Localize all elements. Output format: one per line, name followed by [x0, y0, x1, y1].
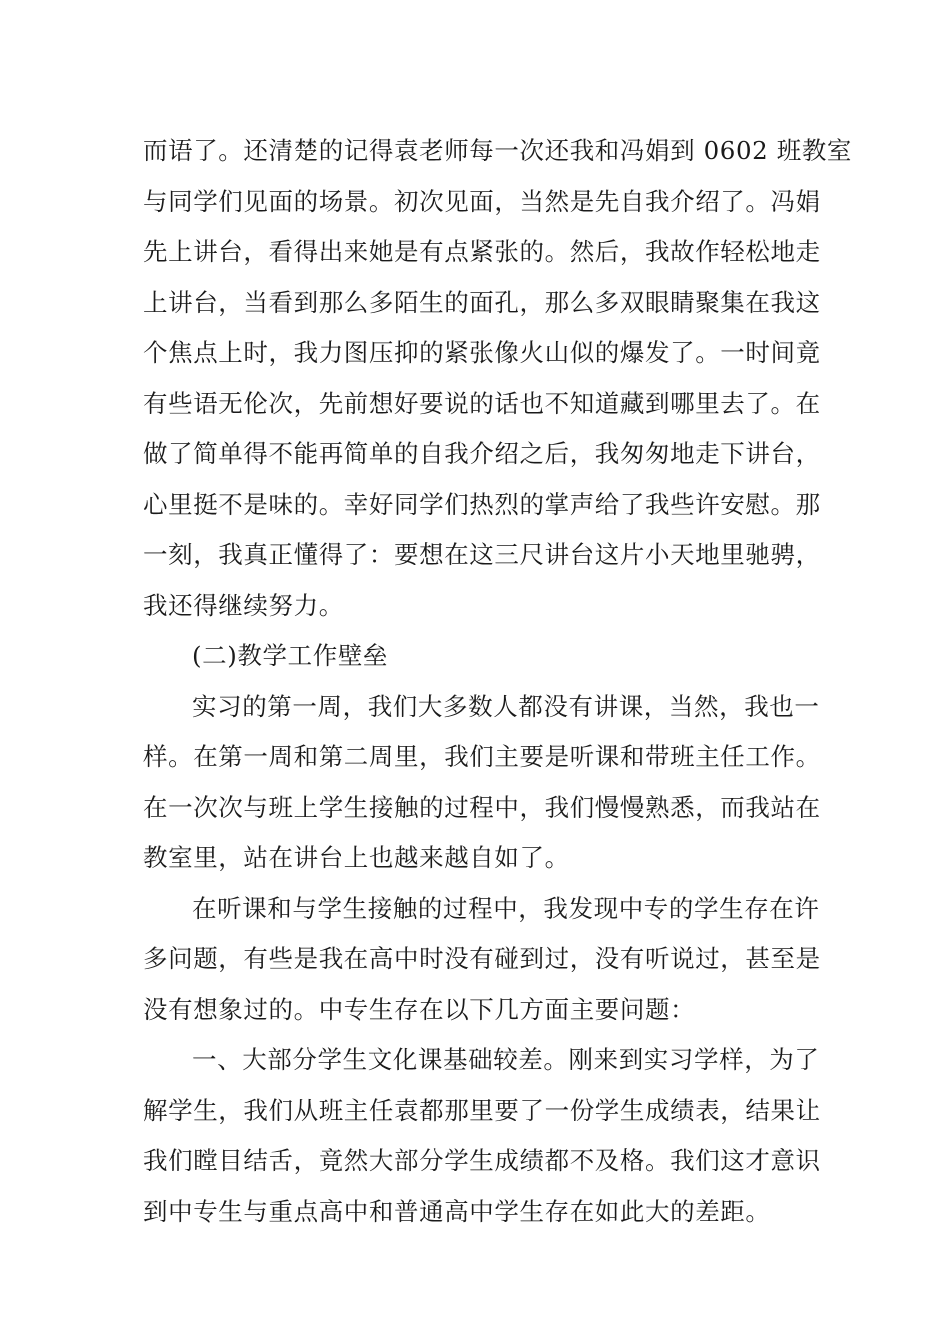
text-line: 解学生，我们从班主任袁都那里要了一份学生成绩表，结果让 — [143, 1095, 821, 1125]
text-line: 先上讲台，看得出来她是有点紧张的。然后，我故作轻松地走 — [143, 237, 821, 266]
text-line: 而语了。还清楚的记得袁老师每一次还我和冯娟到 0602 班教室 — [143, 136, 853, 165]
text-line: 样。在第一周和第二周里，我们主要是听课和带班主任工作。 — [143, 742, 821, 771]
text-line: 实习的第一周，我们大多数人都没有讲课，当然，我也一 — [192, 691, 820, 721]
text-line: 心里挺不是味的。幸好同学们热烈的掌声给了我些许安慰。那 — [143, 489, 821, 519]
section-heading: (二)教学工作壁垒 — [192, 641, 389, 670]
text-line: 与同学们见面的场景。初次见面，当然是先自我介绍了。冯娟 — [143, 186, 821, 216]
text-line: 一刻，我真正懂得了：要想在这三尺讲台这片小天地里驰骋， — [143, 540, 821, 569]
text-line: 我们瞠目结舌，竟然大部分学生成绩都不及格。我们这才意识 — [143, 1146, 821, 1175]
text-line: 教室里，站在讲台上也越来越自如了。 — [143, 843, 570, 872]
text-line: 做了简单得不能再简单的自我介绍之后，我匆匆地走下讲台， — [143, 439, 821, 468]
text-line: 没有想象过的。中专生存在以下几方面主要问题： — [143, 994, 696, 1024]
text-line: 个焦点上时，我力图压抑的紧张像火山似的爆发了。一时间竟 — [143, 338, 821, 367]
text-line: 我还得继续努力。 — [143, 590, 344, 620]
text-line: 到中专生与重点高中和普通高中学生存在如此大的差距。 — [143, 1196, 771, 1226]
body-text — [143, 126, 853, 1237]
text-line: 上讲台，当看到那么多陌生的面孔，那么多双眼睛聚集在我这 — [143, 287, 821, 317]
text-line: 多问题，有些是我在高中时没有碰到过，没有听说过，甚至是 — [143, 944, 821, 973]
text-line: 在听课和与学生接触的过程中，我发现中专的学生存在许 — [192, 893, 820, 923]
text-line: 在一次次与班上学生接触的过程中，我们慢慢熟悉，而我站在 — [143, 792, 821, 822]
text-line: 有些语无伦次，先前想好要说的话也不知道藏到哪里去了。在 — [143, 388, 821, 418]
text-line: 一、大部分学生文化课基础较差。刚来到实习学样，为了 — [192, 1045, 820, 1074]
